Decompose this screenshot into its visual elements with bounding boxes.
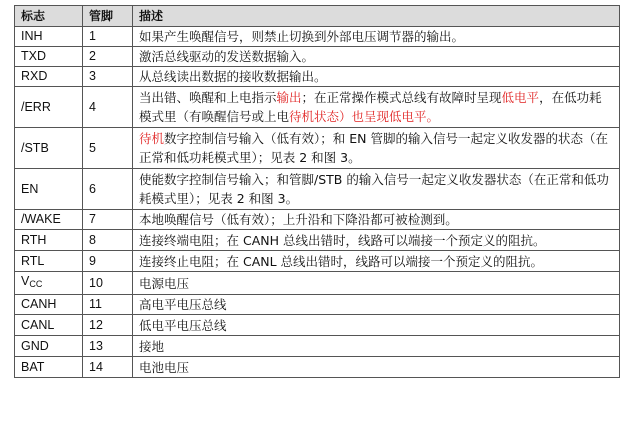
pin-number: 14 — [83, 357, 133, 378]
pin-symbol-text: GND — [21, 338, 49, 353]
pin-symbol — [15, 87, 83, 128]
description-text: 激活总线驱动的发送数据输入。 — [139, 49, 315, 64]
description-text: 接地 — [139, 338, 165, 354]
description-text: 电源电压 — [139, 275, 190, 291]
pin-description — [133, 295, 620, 315]
table-row — [15, 295, 620, 315]
pin-symbol — [15, 272, 83, 295]
description-text: 使能数字控制信号输入；和管脚/STB 的输入信号一起定义收发器状态（在正常和低功耗模式里）；见表 2 和图 3。 — [139, 172, 609, 206]
description-text: 连接终端电阻；在 CANH 总线出错时，线路可以端接一个预定义的阻抗。 — [139, 232, 546, 248]
header-description: 描述 — [133, 6, 620, 27]
pin-number: 9 — [83, 251, 133, 272]
pin-symbol — [15, 210, 83, 230]
pin-description-table — [14, 5, 620, 378]
pin-symbol-text: /ERR — [21, 99, 51, 114]
pin-symbol — [15, 251, 83, 272]
pin-symbol-subscript: CC — [29, 279, 43, 289]
table-row — [15, 128, 620, 169]
table-row — [15, 251, 620, 272]
pin-symbol-text: BAT — [21, 359, 45, 374]
pin-description — [133, 251, 620, 272]
pin-symbol — [15, 47, 83, 67]
highlighted-text: 低电平 — [501, 90, 540, 105]
table-row — [15, 47, 620, 67]
table-row — [15, 230, 620, 251]
pin-symbol — [15, 169, 83, 210]
highlighted-text: 输出 — [276, 90, 302, 105]
pin-description — [133, 315, 620, 336]
description-text: 如果产生唤醒信号，则禁止切换到外部电压调节器的输出。 — [139, 29, 465, 44]
pin-number: 2 — [83, 47, 133, 67]
pin-symbol — [15, 336, 83, 357]
pin-number: 12 — [83, 315, 133, 336]
table-row — [15, 67, 620, 87]
description-text: 本地唤醒信号（低有效）；上升沿和下降沿都可被检测到。 — [139, 212, 458, 227]
pin-number: 5 — [83, 128, 133, 169]
pin-symbol-text: EN — [21, 181, 39, 196]
pin-description — [133, 169, 620, 210]
pin-symbol-text: RTL — [21, 253, 45, 268]
table-row — [15, 210, 620, 230]
table-row — [15, 169, 620, 210]
table-row — [15, 336, 620, 357]
table-row — [15, 315, 620, 336]
pin-description — [133, 210, 620, 230]
description-text: ；在正常操作模式总线有故障时呈现 — [301, 90, 502, 105]
pin-number: 8 — [83, 230, 133, 251]
pin-description — [133, 230, 620, 251]
pin-number: 10 — [83, 272, 133, 295]
description-text: 连接终止电阻；在 CANL 总线出错时，线路可以端接一个预定义的阻抗。 — [139, 253, 544, 269]
table-row — [15, 27, 620, 47]
pin-symbol-text: RTH — [21, 232, 47, 247]
pin-number: 11 — [83, 295, 133, 315]
pin-symbol — [15, 315, 83, 336]
pin-symbol-text: CANH — [21, 297, 57, 311]
pin-description — [133, 357, 620, 378]
pin-symbol — [15, 357, 83, 378]
description-text: 从总线读出数据的接收数据输出。 — [139, 69, 327, 84]
pin-number: 7 — [83, 210, 133, 230]
highlighted-text: 待机 — [139, 131, 165, 146]
pin-description — [133, 336, 620, 357]
pin-symbol — [15, 295, 83, 315]
pin-symbol — [15, 230, 83, 251]
header-pin: 管脚 — [83, 6, 133, 27]
pin-symbol — [15, 128, 83, 169]
highlighted-text: 待机状态）也呈现低电平。 — [289, 109, 440, 124]
pin-description — [133, 27, 620, 47]
description-text: 低电平电压总线 — [139, 317, 227, 333]
pin-symbol — [15, 27, 83, 47]
pin-symbol-text: /STB — [21, 140, 49, 155]
pin-number: 3 — [83, 67, 133, 87]
pin-symbol-text: V — [21, 274, 30, 288]
table-row — [15, 87, 620, 128]
pin-symbol-text: TXD — [21, 49, 46, 63]
pin-number: 1 — [83, 27, 133, 47]
pin-number: 6 — [83, 169, 133, 210]
pin-description — [133, 47, 620, 67]
table-header-row — [15, 6, 620, 27]
pin-description — [133, 272, 620, 295]
pin-description — [133, 67, 620, 87]
pin-symbol-text: RXD — [21, 69, 48, 83]
description-text: 数字控制信号输入（低有效）；和 EN 管脚的输入信号一起定义收发器的状态（在正常和低功耗模式里）；见表 2 和图 3。 — [139, 131, 608, 165]
pin-symbol-text: /WAKE — [21, 212, 61, 226]
pin-symbol-text: CANL — [21, 317, 55, 332]
pin-number: 13 — [83, 336, 133, 357]
description-text: 当出错、唤醒和上电指示 — [139, 90, 277, 105]
description-text: 电池电压 — [139, 359, 190, 375]
table-row — [15, 357, 620, 378]
pin-symbol — [15, 67, 83, 87]
description-text: 高电平电压总线 — [139, 297, 227, 312]
pin-description — [133, 128, 620, 169]
description-text: ，在低功耗模式里（有唤醒信号或上电 — [139, 90, 602, 124]
pin-symbol-text: INH — [21, 29, 43, 43]
pin-description — [133, 87, 620, 128]
table-row — [15, 272, 620, 295]
pin-number: 4 — [83, 87, 133, 128]
header-name: 标志 — [15, 6, 83, 27]
